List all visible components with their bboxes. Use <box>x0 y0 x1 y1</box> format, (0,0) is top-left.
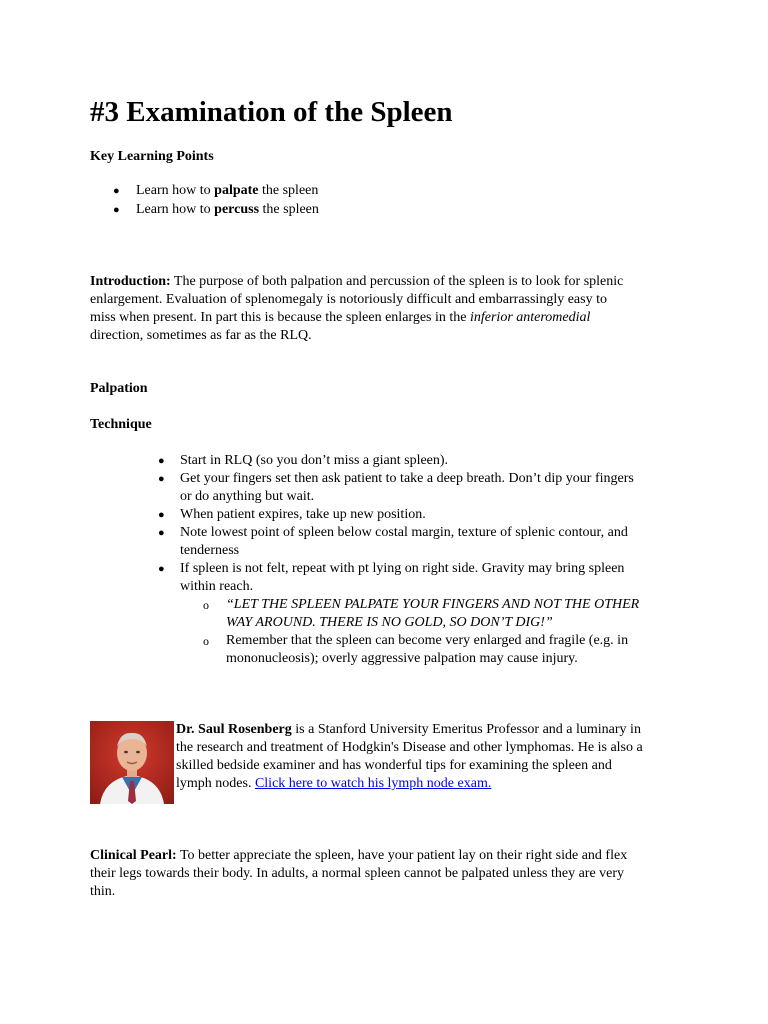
lymph-node-exam-link[interactable]: Click here to watch his lymph node exam. <box>254 776 492 791</box>
intro-paragraph: Introduction: The purpose of both palpation and percussion of the spleen is to look for splenic enlargement. Evaluation of splenomegaly is notoriously difficult and embarrassingly easy to miss when present. In part this is because the spleen enlarges in the inferior anteromedial direction, sometimes as far as the RLQ. <box>90 274 624 343</box>
sub-bullet-glyph: o <box>203 598 209 612</box>
intro-label: Introduction: <box>90 274 171 289</box>
rosenberg-name: Dr. Saul Rosenberg <box>176 722 292 737</box>
clinical-pearl-label: Clinical Pearl: <box>90 848 177 863</box>
fragility-note: Remember that the spleen can become very enlarged and fragile (e.g. in mononucleosis); overly aggressive palpation may cause injury. <box>226 633 629 666</box>
key-point-item: Learn how to palpate the spleen <box>136 183 319 198</box>
technique-item: Start in RLQ (so you don’t miss a giant spleen). <box>180 453 449 468</box>
page-title: #3 Examination of the Spleen <box>90 96 453 128</box>
bullet-glyph: ● <box>158 473 165 485</box>
technique-item: Get your fingers set then ask patient to take a deep breath. Don’t dip your fingers or do anything but wait. <box>180 471 634 504</box>
bullet-glyph: ● <box>158 527 165 539</box>
technique-item: If spleen is not felt, repeat with pt lying on right side. Gravity may bring spleen within reach. <box>180 561 625 594</box>
palpation-heading: Palpation <box>90 381 148 396</box>
bullet-glyph: ● <box>113 204 120 216</box>
rosenberg-photo <box>90 721 174 804</box>
rosenberg-bio: Dr. Saul Rosenberg is a Stanford University Emeritus Professor and a luminary in the research and treatment of Hodgkin's Disease and other lymphomas. He is also a skilled bedside examiner and has wonderful tips for examining the spleen and lymph nodes. Click here to watch his lymph node exam. <box>176 722 643 791</box>
intro-emphasis: inferior anteromedial <box>469 310 591 325</box>
bullet-glyph: ● <box>158 563 165 575</box>
bullet-glyph: ● <box>113 185 120 197</box>
key-point-item: Learn how to percuss the spleen <box>136 202 319 217</box>
key-points-heading: Key Learning Points <box>90 149 214 164</box>
technique-heading: Technique <box>90 417 152 432</box>
technique-item: Note lowest point of spleen below costal margin, texture of splenic contour, and tenderness <box>180 525 628 558</box>
clinical-pearl: Clinical Pearl: To better appreciate the spleen, have your patient lay on their right side and flex their legs towards their body. In adults, a normal spleen cannot be palpated unless they are very thin. <box>90 848 628 899</box>
bullet-glyph: ● <box>158 455 165 467</box>
sub-bullet-glyph: o <box>203 634 209 648</box>
technique-item: When patient expires, take up new position. <box>180 507 426 522</box>
bullet-glyph: ● <box>158 509 165 521</box>
spleen-quote: “LET THE SPLEEN PALPATE YOUR FINGERS AND NOT THE OTHER WAY AROUND. THERE IS NO GOLD, SO DON’T DIG!” <box>226 597 640 630</box>
